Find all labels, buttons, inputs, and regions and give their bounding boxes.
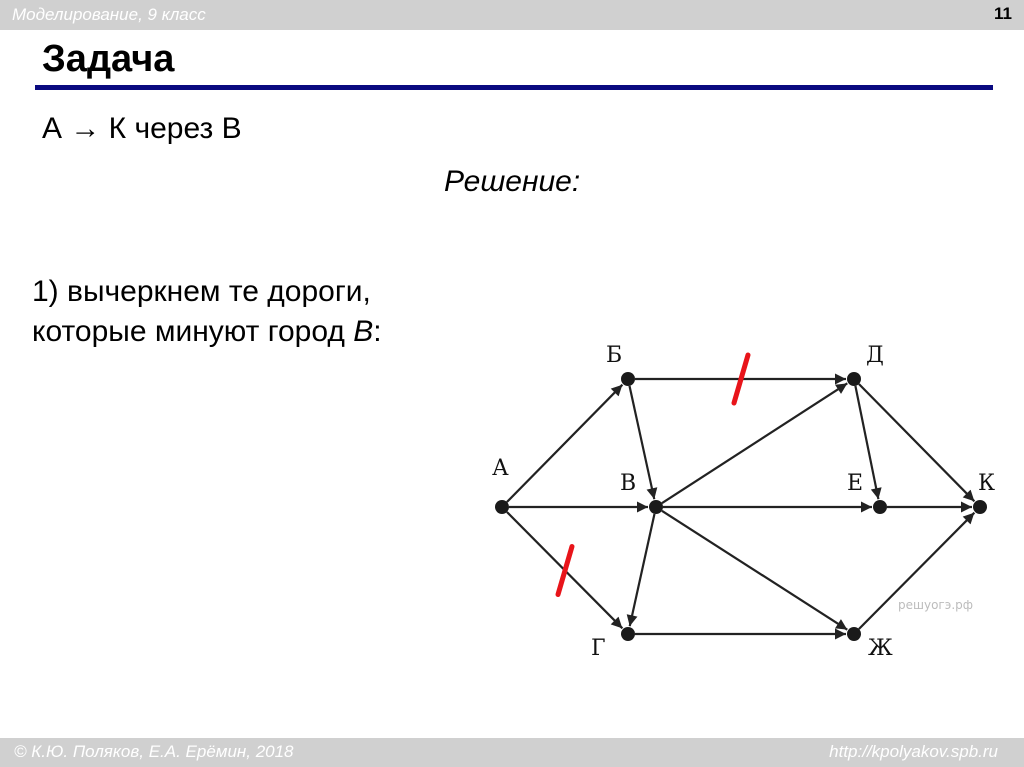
footer-url[interactable]: http://kpolyakov.spb.ru bbox=[829, 742, 998, 761]
edge-a-b bbox=[507, 385, 622, 502]
step-line-1: 1) вычеркнем те дороги, bbox=[32, 275, 371, 308]
road-graph bbox=[470, 330, 1024, 670]
node-label-k: К bbox=[978, 471, 996, 496]
solution-label: Решение: bbox=[444, 165, 581, 198]
node-g bbox=[621, 627, 635, 641]
footer-authors: © К.Ю. Поляков, Е.А. Ерёмин, 2018 bbox=[14, 742, 294, 761]
course-label: Моделирование, 9 класс bbox=[12, 5, 206, 24]
labels-layer bbox=[492, 343, 995, 661]
step-city: В bbox=[353, 315, 374, 348]
step-line-2-prefix: которые минуют город bbox=[32, 315, 354, 348]
node-e bbox=[873, 500, 887, 514]
node-label-zh: Ж bbox=[868, 636, 893, 661]
title-rule bbox=[35, 85, 993, 90]
node-k bbox=[973, 500, 987, 514]
slide-title: Задача bbox=[42, 38, 175, 80]
node-a bbox=[495, 500, 509, 514]
step-text bbox=[32, 272, 382, 352]
node-zh bbox=[847, 627, 861, 641]
footer-bar bbox=[0, 738, 1024, 767]
header-bar bbox=[0, 0, 1024, 30]
step-line-2 bbox=[32, 312, 382, 352]
cross-mark-a-g bbox=[558, 547, 572, 595]
watermark: решуогэ.рф bbox=[898, 598, 974, 612]
slide-number: 11 bbox=[994, 4, 1012, 23]
node-label-e: Е bbox=[847, 471, 864, 496]
edges-layer bbox=[507, 379, 974, 634]
marks-layer bbox=[558, 355, 748, 595]
node-b bbox=[621, 372, 635, 386]
task-statement: А → К через В bbox=[42, 112, 242, 145]
node-label-v: В bbox=[620, 471, 637, 496]
node-label-d: Д bbox=[866, 343, 884, 368]
node-d bbox=[847, 372, 861, 386]
edge-v-g bbox=[630, 514, 655, 626]
edge-v-zh bbox=[662, 511, 847, 630]
edge-v-d bbox=[662, 383, 847, 503]
node-v bbox=[649, 500, 663, 514]
step-line-2-suffix: : bbox=[373, 315, 382, 348]
node-label-b: Б bbox=[606, 343, 623, 368]
node-label-a: А bbox=[492, 456, 509, 481]
node-label-g: Г bbox=[591, 636, 606, 661]
